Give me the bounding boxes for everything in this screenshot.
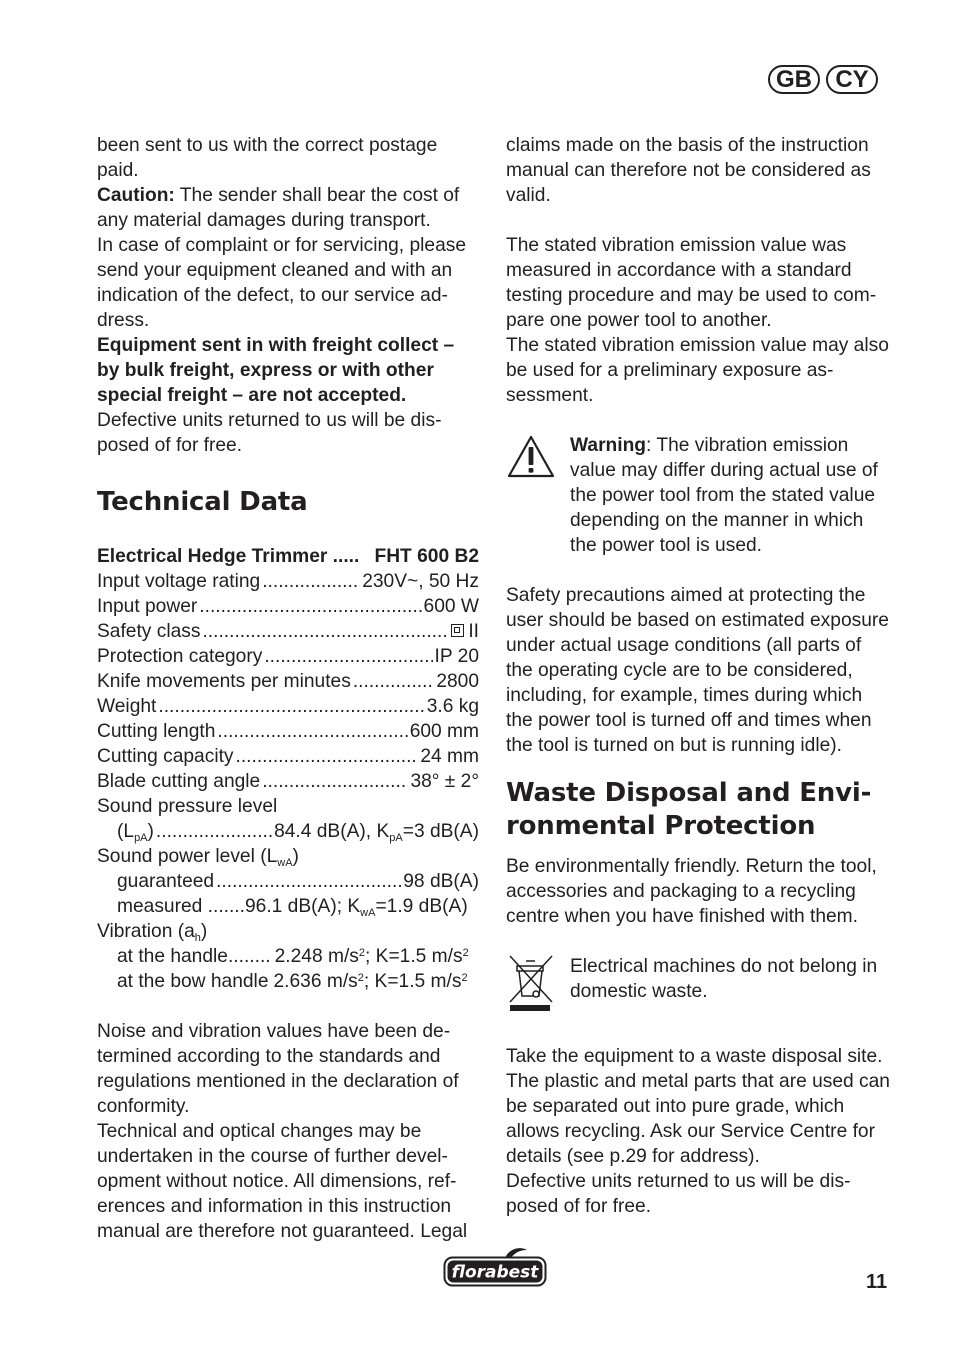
crossed-out-bin-icon — [506, 954, 570, 1019]
paragraph: Take the equipment to a waste disposal site. The plastic and metal parts that are used can be separated out into pure grade, which allows recycling. Ask our Service Centre for details (see p.29 for address). — [506, 1046, 890, 1167]
lang-badge-gb: GB — [768, 65, 820, 94]
caution-label: Caution: — [97, 185, 175, 206]
paragraph: Be environmentally friendly. Return the tool, accessories and packaging to a recycling centre when you have finished with them. — [506, 856, 877, 927]
spec-row — [97, 894, 479, 919]
spec-value: IP 20 — [434, 646, 479, 667]
paragraph: Defective units returned to us will be disposed of for free. — [506, 1171, 851, 1217]
spec-row — [97, 744, 479, 769]
florabest-logo — [443, 1246, 547, 1293]
spec-row — [97, 944, 479, 969]
spec-row — [97, 769, 479, 794]
spec-value: 98 dB(A) — [403, 871, 479, 892]
spec-value: 2800 — [436, 671, 479, 692]
page-number: 11 — [866, 1271, 888, 1293]
spec-value: 600 mm — [409, 721, 479, 742]
spec-value: 96.1 dB(A); $K_{wA}=1.9$ dB(A) — [244, 896, 468, 919]
spec-label: Cutting capacity — [97, 746, 234, 767]
spec-row — [97, 694, 479, 719]
freight-warning: Equipment sent in with freight collect – by bulk freight, express or with other special freight – are not accepted. — [97, 335, 455, 406]
spec-label: Weight — [97, 696, 157, 717]
caution-paragraph — [97, 183, 479, 233]
weee-text: Electrical machines do not belong in domestic waste. — [570, 956, 878, 1002]
paragraph: Noise and vibration values have been determined according to the standards and regulations mentioned in the declaration of conformity. — [97, 1021, 459, 1117]
spec-row — [97, 669, 479, 694]
lang-badge-cy: CY — [826, 65, 878, 94]
spec-label: Input voltage rating — [97, 571, 261, 592]
warning-triangle-icon — [506, 433, 570, 486]
warning-text: Warning: The vibration emission value may differ during actual use of the power tool from the stated value depending on the manner in which the power tool is used. — [570, 435, 878, 556]
spec-value: 24 mm — [420, 746, 479, 767]
spec-row — [97, 619, 479, 644]
product-model: FHT 600 B2 — [374, 546, 479, 567]
spec-value: 600 W — [423, 596, 479, 617]
paragraph: claims made on the basis of the instruction manual can therefore not be considered as valid. — [506, 135, 871, 206]
language-badges — [768, 65, 878, 94]
spec-value: 2.636 $m/s^2$; K=1.5 $m/s^2$ — [273, 971, 468, 992]
waste-disposal-heading: Waste Disposal and Envi- ronmental Protection — [506, 778, 872, 841]
spec-value: 38° ± 2° — [410, 771, 479, 792]
spec-value: II — [468, 621, 479, 642]
paragraph: Safety precautions aimed at protecting the user should be based on estimated exposure under actual usage conditions (all parts of the operating cycle are to be considered, including, for example, times during which the power tool is turned off and times when the tool is turned on but is running idle). — [506, 585, 889, 756]
spec-row — [97, 594, 479, 619]
spec-row — [97, 869, 479, 894]
spec-label: Input power — [97, 596, 198, 617]
double-insulation-icon — [451, 624, 464, 637]
sound-pressure-row — [97, 819, 479, 844]
paragraph: In case of complaint or for servicing, please send your equipment cleaned and with an indication of the defect, to our service address. — [97, 235, 467, 331]
spec-label: $(L_{pA})$ — [117, 821, 154, 844]
caution-text: The sender shall bear the cost of any material damages during transport. — [97, 185, 460, 231]
vibration-label: Vibration $(a_h)$ — [97, 921, 208, 944]
right-column — [506, 133, 890, 1219]
spec-value: 84.4 dB(A), $K_{pA}=3$ dB(A) — [274, 821, 479, 844]
spec-label: Cutting length — [97, 721, 216, 742]
spec-label: Blade cutting angle — [97, 771, 261, 792]
left-column — [97, 133, 479, 1244]
logo-text: florabest — [451, 1262, 539, 1283]
spec-label: Safety class — [97, 621, 201, 642]
spec-label: Knife movements per minutes — [97, 671, 351, 692]
paragraph: The stated vibration emission value was measured in accordance with a standard testing procedure and may be used to compare one power tool to another. — [506, 235, 877, 331]
weee-block — [506, 954, 890, 1019]
technical-data-heading: Technical Data — [97, 487, 308, 517]
warning-block — [506, 433, 890, 558]
spec-row — [97, 969, 479, 994]
product-label: Electrical Hedge Trimmer ..... — [97, 546, 360, 567]
spec-value: 2.248 $m/s^2$; K=1.5 $m/s^2$ — [274, 946, 469, 967]
product-row — [97, 544, 479, 569]
spec-value: 3.6 kg — [426, 696, 479, 717]
spec-row — [97, 719, 479, 744]
spec-label: at the handle........ — [117, 946, 271, 967]
spec-row — [97, 569, 479, 594]
spec-label: at the bow handle — [117, 971, 269, 992]
spec-value: 230V~, 50 Hz — [362, 571, 479, 592]
paragraph: been sent to us with the correct postage paid. — [97, 135, 438, 181]
spec-row — [97, 644, 479, 669]
sound-power-label: Sound power level $(L_{wA})$ — [97, 846, 299, 869]
paragraph: The stated vibration emission value may also be used for a preliminary exposure assessment. — [506, 335, 889, 406]
sound-pressure-label: Sound pressure level — [97, 796, 278, 817]
paragraph: Defective units returned to us will be disposed of for free. — [97, 410, 442, 456]
spec-label: Protection category — [97, 646, 263, 667]
paragraph: Technical and optical changes may be undertaken in the course of further development without notice. All dimensions, references and information in this instruction manual are therefore not guaranteed. Legal — [97, 1121, 468, 1242]
spec-label: measured ....... — [117, 896, 245, 917]
spec-label: guaranteed — [117, 871, 215, 892]
